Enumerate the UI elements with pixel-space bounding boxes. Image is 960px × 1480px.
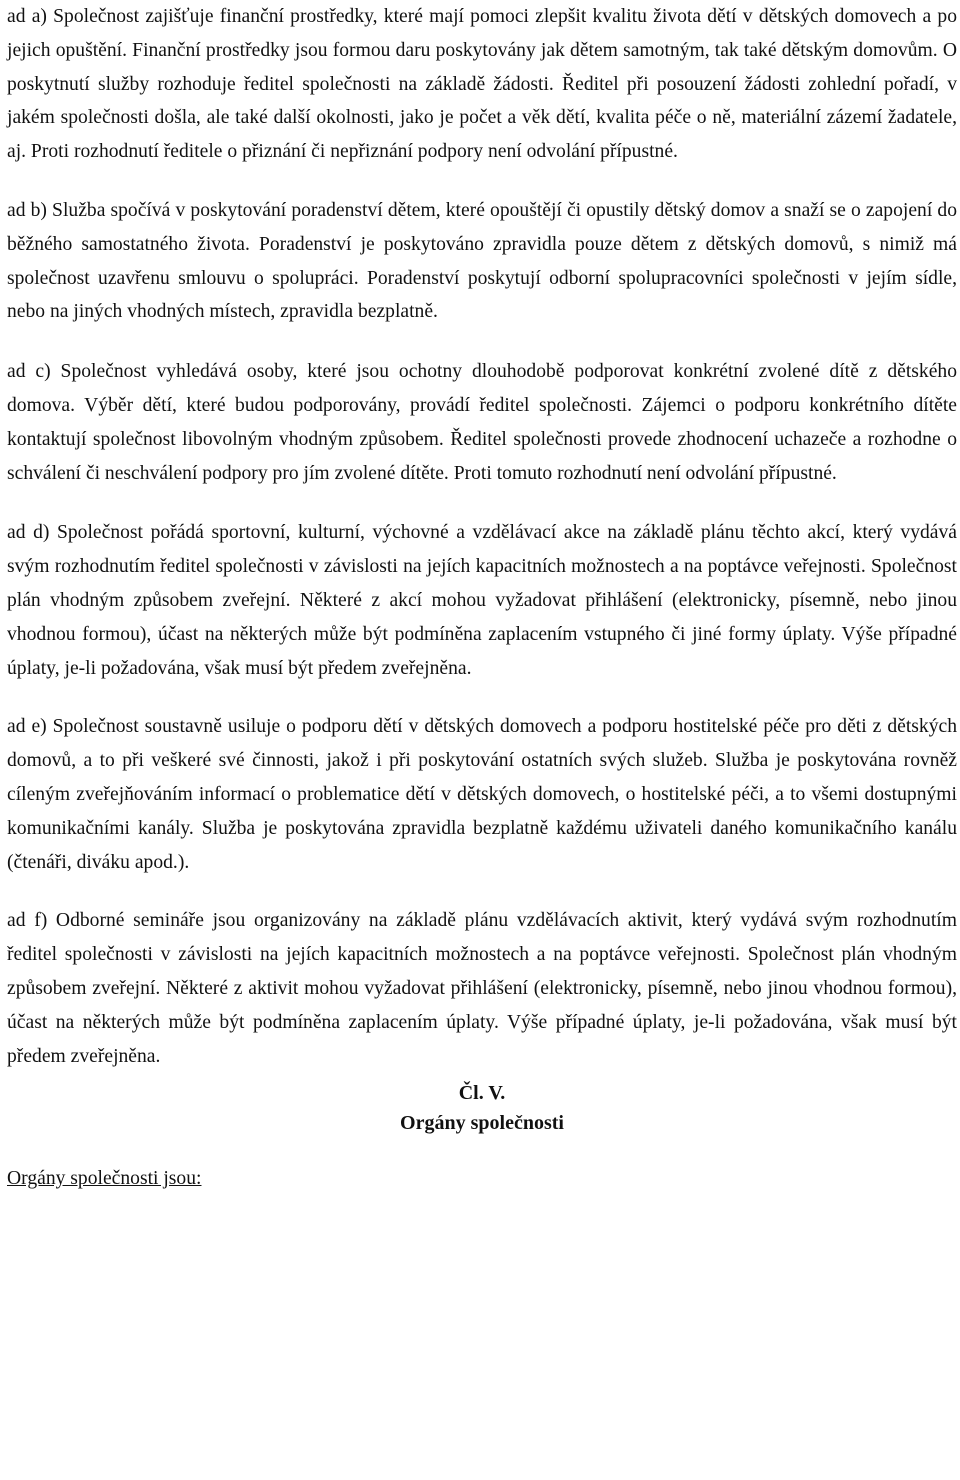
- paragraph-ad-e: ad e) Společnost soustavně usiluje o podporu dětí v dětských domovech a podporu hostitelské péče pro děti z dětských domovů, a to při veškeré své činnosti, jakož i při poskytování ostatních svých služeb. Služba je poskytována rovněž cíleným zveřejňováním informací o problematice dětí v dětských domovech, o hostitelské péči, a to všemi dostupnými komunikačními kanály. Služba je poskytována zpravidla bezplatně každému uživateli daného komunikačního kanálu (čtenáři, diváku apod.).: [7, 716, 957, 873]
- section-label: Orgány společnosti jsou:: [7, 1168, 202, 1190]
- document-page: [7, 0, 957, 1194]
- article-title: Orgány společnosti: [400, 1112, 564, 1135]
- paragraph-ad-b: ad b) Služba spočívá v poskytování poradenství dětem, které opouštějí či opustily dětský domov a snaží se o zapojení do běžného samostatného života. Poradenství je poskytováno zpravidla pouze dětem z dětských domovů, s nimiž má společnost uzavřenu smlouvu o spolupráci. Poradenství poskytují odborní spolupracovníci společnosti v jejím sídle, nebo na jiných vhodných místech, zpravidla bezplatně.: [7, 199, 957, 323]
- paragraph-ad-c: ad c) Společnost vyhledává osoby, které jsou ochotny dlouhodobě podporovat konkrétní zvolené dítě z dětského domova. Výběr dětí, které budou podporovány, provádí ředitel společnosti. Zájemci o podporu konkrétního dítěte kontaktují společnost libovolným vhodným způsobem. Ředitel společnosti provede zhodnocení uchazeče a rozhodne o schválení či neschválení podpory pro jím zvolené dítěte. Proti tomuto rozhodnutí není odvolání přípustné.: [7, 361, 957, 484]
- paragraph-ad-a: ad a) Společnost zajišťuje finanční prostředky, které mají pomoci zlepšit kvalitu života dětí v dětských domovech a po jejich opuštění. Finanční prostředky jsou formou daru poskytovány jak dětem samotným, tak také dětským domovům. O poskytnutí služby rozhoduje ředitel společnosti na základě žádosti. Ředitel při posouzení žádosti zohlední pořadí, v jakém společnosti došla, ale také další okolnosti, jako je počet a věk dětí, kvalita péče o ně, materiální zázemí žadatele, aj. Proti rozhodnutí ředitele o přiznání či nepřiznání podpory není odvolání přípustné.: [7, 6, 957, 163]
- paragraph-ad-d: ad d) Společnost pořádá sportovní, kulturní, výchovné a vzdělávací akce na základě plánu těchto akcí, který vydává svým rozhodnutím ředitel společnosti v závislosti na jejích kapacitních možnostech a na poptávce veřejnosti. Společnost plán vhodným způsobem zveřejní. Některé z akcí mohou vyžadovat přihlášení (elektronicky, písemně, nebo jinou vhodnou formou), účast na některých může být podmíněna zaplacením vstupného či jiné formy úplaty. Výše případné úplaty, je-li požadována, však musí být předem zveřejněna.: [7, 522, 957, 679]
- article-number: Čl. V.: [458, 1082, 506, 1105]
- paragraph-ad-f: ad f) Odborné semináře jsou organizovány na základě plánu vzdělávacích aktivit, který vydává svým rozhodnutím ředitel společnosti v závislosti na jejích kapacitních možnostech a na poptávce veřejnosti. Společnost plán vhodným způsobem zveřejní. Některé z aktivit mohou vyžadovat přihlášení (elektronicky, písemně, nebo jinou vhodnou formou), účast na některých může být podmíněna zaplacením úplaty. Výše případné úplaty, je-li požadována, však musí být předem zveřejněna.: [7, 910, 957, 1067]
